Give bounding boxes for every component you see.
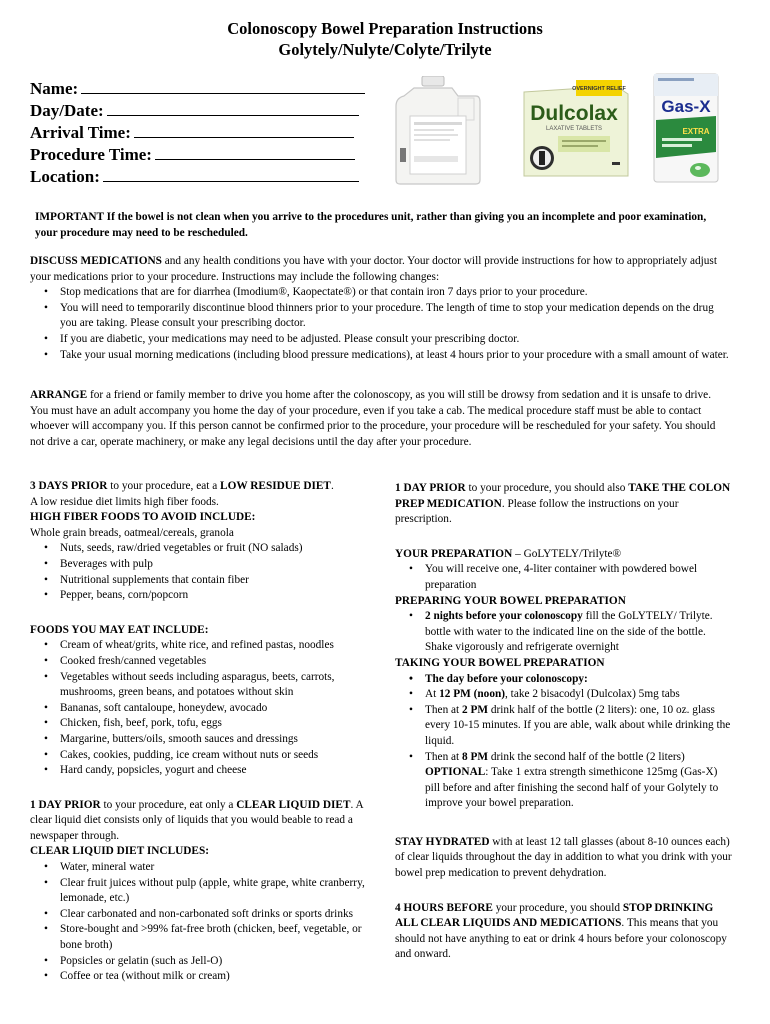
taking-item4-text: drink the second half of the bottle (2 liters) [488, 750, 685, 763]
document-title: Colonoscopy Bowel Preparation Instructions [227, 19, 543, 38]
avoid-foods-heading: HIGH FIBER FOODS TO AVOID INCLUDE: [30, 511, 256, 524]
date-label: Day/Date: [30, 101, 104, 120]
list-item: • Cakes, cookies, pudding, ice cream without nuts or seeds [30, 748, 385, 764]
list-item: • Nuts, seeds, raw/dried vegetables or fruit (NO salads) [30, 541, 385, 557]
procedure-time-blank[interactable] [155, 144, 355, 160]
stop-mid: your procedure, you should [492, 901, 623, 914]
hydrate-text: with at least 12 tall glasses (about 8-10 ounces each) of clear liquids throughout the day in addition to what you drink with your bowel prep medication to prevent dehydration. [395, 835, 732, 880]
clear-liquid-desc: . A clear liquid diet consists only of liquids that you would beable to read a newspaper through. [30, 798, 364, 842]
list-item: • Nutritional supplements that contain fiber [30, 573, 385, 589]
low-residue-desc: A low residue diet limits high fiber foods. [30, 495, 219, 508]
taking-item3-time: 2 PM [462, 703, 489, 716]
location-label: Location: [30, 167, 100, 186]
allowed-foods-heading: FOODS YOU MAY EAT INCLUDE: [30, 623, 209, 636]
clear-liquid-emph: CLEAR LIQUID DIET [236, 798, 351, 811]
list-item [395, 609, 735, 656]
diet-column [30, 479, 385, 985]
list-item: • Chicken, fish, beef, pork, tofu, eggs [30, 716, 385, 732]
list-item: • You will receive one, 4-liter container with powdered bowel preparation [395, 562, 735, 593]
preparing-list [395, 609, 735, 656]
taking-item4-pre: Then at [425, 750, 463, 763]
name-field[interactable] [30, 78, 390, 100]
clear-liquid-heading: CLEAR LIQUID DIET INCLUDES: [30, 845, 210, 858]
arrange-text: for a friend or family member to drive you home after the colonoscopy, as you will still be drowsy from sedation and it is unsafe to drive. You must have an adult accompany you home the day of your procedure, even if you take a cab. The medical procedure staff must be able to contact whoever will accompany you. If this person cannot be confirmed prior to the procedure, your procedure will be rescheduled for your safety. You should not drive a car, operate machinery, or make any legal decisions until the day after your procedure. [30, 389, 716, 448]
hydrate-lead: STAY HYDRATED [395, 835, 490, 848]
taking-item3-text: drink half of the bottle (2 liters): one, 10 oz. glass every 10-15 minutes. If you are able, walk about while drinking the liquid. [425, 703, 731, 747]
important-notice: IMPORTANT If the bowel is not clean when you arrive to the procedures unit, rather than giving you an incomplete and poor examination, your procedure may need to be rescheduled. [35, 211, 707, 239]
arrival-time-label: Arrival Time: [30, 123, 131, 142]
discuss-medications-section [30, 254, 730, 363]
taking-item2-text: , take 2 bisacodyl (Dulcolax) 5mg tabs [505, 688, 680, 701]
product-images [388, 70, 748, 192]
list-item: • Water, mineral water [30, 860, 385, 876]
clear-liquid-intro [30, 798, 385, 845]
taking-item2-pre: At [425, 688, 440, 701]
list-item [395, 750, 735, 812]
gas-x-brand-text: Gas-X [661, 97, 711, 116]
preparing-item-lead: 2 nights before your colonoscopy [425, 610, 583, 623]
arrange-ride-section [30, 388, 730, 450]
gas-x-box-image [652, 72, 720, 184]
document-subtitle: Golytely/Nulyte/Colyte/Trilyte [278, 40, 492, 59]
low-residue-lead: 3 DAYS PRIOR [30, 480, 108, 492]
list-item [395, 687, 735, 703]
your-prep-lead: YOUR PREPARATION [395, 547, 513, 560]
list-item: • Clear carbonated and non-carbonated soft drinks or sports drinks [30, 907, 385, 923]
list-item: • Take your usual morning medications (including blood pressure medications), at least 4 hours prior to your procedure with a small amount of water. [30, 348, 730, 364]
list-item: • Margarine, butters/oils, smooth sauces and dressings [30, 732, 385, 748]
hydrate-section [395, 835, 735, 882]
discuss-lead: DISCUSS MEDICATIONS [30, 255, 162, 267]
stop-section [395, 901, 735, 963]
discuss-text: and any health conditions you have with your doctor. Your doctor will provide instructions for how to appropriately adjust your medications prior to your procedure. Instructions may include the following changes: [30, 255, 717, 283]
patient-info-form [30, 78, 390, 188]
list-item: • Cream of wheat/grits, white rice, and refined pastas, noodles [30, 638, 385, 654]
taking-heading: TAKING YOUR BOWEL PREPARATION [395, 656, 605, 669]
list-item: • Cooked fresh/canned vegetables [30, 654, 385, 670]
name-blank[interactable] [81, 78, 365, 94]
list-item: • Coffee or tea (without milk or cream) [30, 969, 385, 985]
dulcolax-brand-text: Dulcolax [530, 102, 618, 125]
low-residue-intro [30, 479, 385, 495]
taking-item4-time: 8 PM [462, 750, 489, 763]
avoid-foods-first: Whole grain breads, oatmeal/cereals, granola [30, 526, 234, 539]
clear-liquid-mid: to your procedure, eat only a [100, 798, 237, 811]
date-field[interactable] [30, 100, 390, 122]
prep-emph: TAKE THE COLON PREP MEDICATION [395, 482, 731, 510]
your-prep-list [395, 562, 735, 593]
golytely-jug-image [392, 76, 482, 186]
list-item: • Popsicles or gelatin (such as Jell-O) [30, 954, 385, 970]
arrival-time-blank[interactable] [134, 122, 354, 138]
name-label: Name: [30, 79, 79, 98]
taking-item3-pre: Then at [425, 703, 463, 716]
list-item [395, 703, 735, 750]
list-item: • Beverages with pulp [30, 557, 385, 573]
clear-liquid-list [30, 860, 385, 985]
list-item: • Hard candy, popsicles, yogurt and cheese [30, 763, 385, 779]
taking-item2-time: 12 PM (noon) [439, 688, 506, 701]
list-item: • If you are diabetic, your medications may need to be adjusted. Please consult your prescribing doctor. [30, 332, 730, 348]
procedure-time-label: Procedure Time: [30, 145, 152, 164]
procedure-time-field[interactable] [30, 144, 390, 166]
preparing-heading: PREPARING YOUR BOWEL PREPARATION [395, 594, 626, 607]
list-item: • The day before your colonoscopy: [395, 672, 735, 688]
discuss-intro [30, 254, 730, 285]
stop-emph: STOP DRINKING ALL CLEAR LIQUIDS AND MEDICATIONS [395, 901, 714, 930]
dulcolax-banner-text: OVERNIGHT RELIEF [572, 86, 626, 92]
stop-lead: 4 HOURS BEFORE [395, 901, 493, 914]
arrival-time-field[interactable] [30, 122, 390, 144]
clear-liquid-lead: 1 DAY PRIOR [30, 798, 101, 811]
prep-intro [395, 481, 735, 528]
list-item: • Vegetables without seeds including asparagus, beets, carrots, mushrooms, green beans, and potatoes without skin [30, 670, 385, 701]
list-item: • Bananas, soft cantaloupe, honeydew, avocado [30, 701, 385, 717]
list-item: • Clear fruit juices without pulp (apple, white grape, white cranberry, lemonade, etc.) [30, 876, 385, 907]
prep-lead: 1 DAY PRIOR [395, 482, 466, 494]
list-item: • Pepper, beans, corn/popcorn [30, 588, 385, 604]
stop-text: . This means that you should not have anything to eat or drink 4 hours before your colonoscopy and onward. [395, 917, 727, 961]
medication-changes-list [30, 285, 730, 363]
preparing-item-text: fill the GoLYTELY/ Trilyte. bottle with water to the indicated line on the side of the bottle. Shake vigorously and refrigerate overnight [425, 610, 713, 654]
low-residue-end: . [330, 480, 334, 492]
list-item: • Store-bought and >99% fat-free broth (chicken, beef, vegetable, or bone broth) [30, 922, 385, 953]
prep-end: . Please follow the instructions on your prescription. [395, 497, 679, 526]
location-blank[interactable] [103, 166, 359, 182]
prep-mid: to your procedure, you should also [465, 482, 629, 494]
low-residue-mid: to your procedure, eat a [107, 480, 221, 492]
allowed-foods-list [30, 638, 385, 778]
date-blank[interactable] [107, 100, 359, 116]
list-item: • Stop medications that are for diarrhea (Imodium®, Kaopectate®) or that contain iron 7 days prior to your procedure. [30, 285, 730, 301]
taking-item4-optional-text: : Take 1 extra strength simethicone 125mg (Gas-X) pill before and after finishing the second half of your Golytely to improve your bowel preparation. [425, 766, 719, 810]
taking-item4-optional: OPTIONAL [425, 766, 486, 779]
taking-list [395, 672, 735, 812]
arrange-lead: ARRANGE [30, 389, 88, 401]
your-prep-text: – GoLYTELY/Trilyte® [512, 547, 622, 560]
location-field[interactable] [30, 166, 390, 188]
list-item: • You will need to temporarily discontinue blood thinners prior to your procedure. The length of time to stop your medication depends on the drug you are taking. Please consult your prescribing doctor. [30, 301, 730, 332]
dulcolax-sub-text: LAXATIVE TABLETS [545, 126, 603, 132]
gas-x-badge-text: EXTRA [682, 127, 710, 136]
low-residue-emph: LOW RESIDUE DIET [220, 480, 331, 492]
prep-column [395, 481, 735, 963]
your-prep-heading [395, 547, 735, 563]
dulcolax-box-image [516, 80, 632, 180]
avoid-foods-list [30, 541, 385, 603]
